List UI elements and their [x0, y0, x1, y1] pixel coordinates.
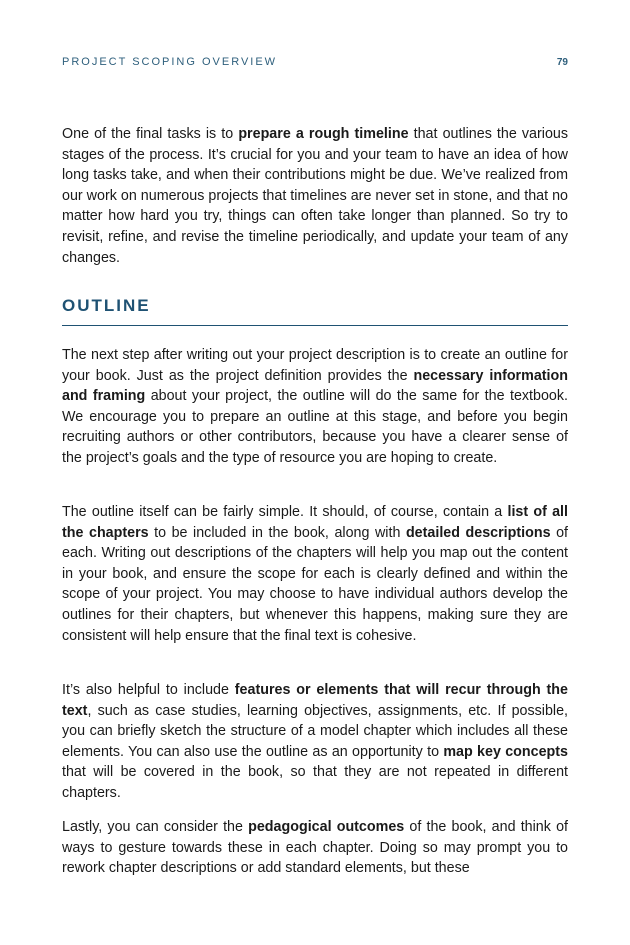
text-run: that outlines the various stages of the process. It’s crucial for you and your team to have an idea of how long tasks take, and when their contributions might be due. We’ve realized from our work on numerous projects that timelines are never set in stone, and that no matter how hard you try, things can often take longer than planned. So try to revisit, refine, and revise the timeline periodically, and update your team of any changes.: [62, 126, 568, 266]
text-run: of each. Writing out descriptions of the chapters will help you map out the content in your book, and ensure the scope for each is clearly defined and within the scope of your project. You may choose to have individual authors develop the outlines for their chapters, but whenever this happens, making sure they are consistent will help ensure that the final text is cohesive.: [62, 524, 568, 644]
running-header-title: PROJECT SCOPING OVERVIEW: [62, 56, 278, 68]
paragraph-recurring-features: [62, 680, 568, 804]
bold-phrase: prepare a rough timeline: [238, 126, 409, 142]
text-run: , such as case studies, learning objectives, assignments, etc. If possible, you can briefly sketch the structure of a model chapter which includes all these elements. You can also use the outline as an opportunity to: [62, 702, 568, 760]
section-heading-outline: OUTLINE: [62, 296, 151, 315]
paragraph-pedagogical-outcomes: [62, 817, 568, 879]
bold-phrase: detailed descriptions: [405, 524, 551, 541]
paragraph-timeline: [62, 124, 568, 268]
running-header: [62, 54, 568, 70]
paragraph-outline-intro: [62, 345, 568, 469]
bold-phrase: map key concepts: [443, 743, 568, 760]
text-run: One of the final tasks is to: [62, 126, 239, 142]
text-run: to be included in the book, along with: [148, 524, 406, 541]
text-run: It’s also helpful to include: [62, 682, 235, 698]
text-run: Lastly, you can consider the: [62, 819, 249, 835]
text-run: The next step after writing out your project description is to create an outline for your book. Just as the project definition provides the: [62, 347, 568, 384]
text-run: that will be covered in the book, so that they are not repeated in different chapters.: [62, 764, 568, 801]
paragraph-outline-contents: [62, 502, 568, 646]
page-number: 79: [556, 56, 568, 68]
text-run: The outline itself can be fairly simple. It should, of course, contain a: [62, 504, 508, 520]
text-run: about your project, the outline will do the same for the textbook. We encourage you to prepare an outline at this stage, and before you begin recruiting authors or other contributors, because you have a clearer sense of the project’s goals and the type of resource you are hoping to create.: [62, 388, 569, 466]
heading-rule: [62, 325, 568, 326]
bold-phrase: list of all the chapters: [62, 504, 568, 541]
bold-phrase: features or elements that will recur through the text: [62, 682, 568, 719]
bold-phrase: necessary information and framing: [62, 367, 568, 405]
text-run: of the book, and think of ways to gesture towards these in each chapter. Doing so may prompt you to rework chapter descriptions or add standard elements, but these: [62, 819, 568, 877]
bold-phrase: pedagogical outcomes: [248, 819, 405, 835]
